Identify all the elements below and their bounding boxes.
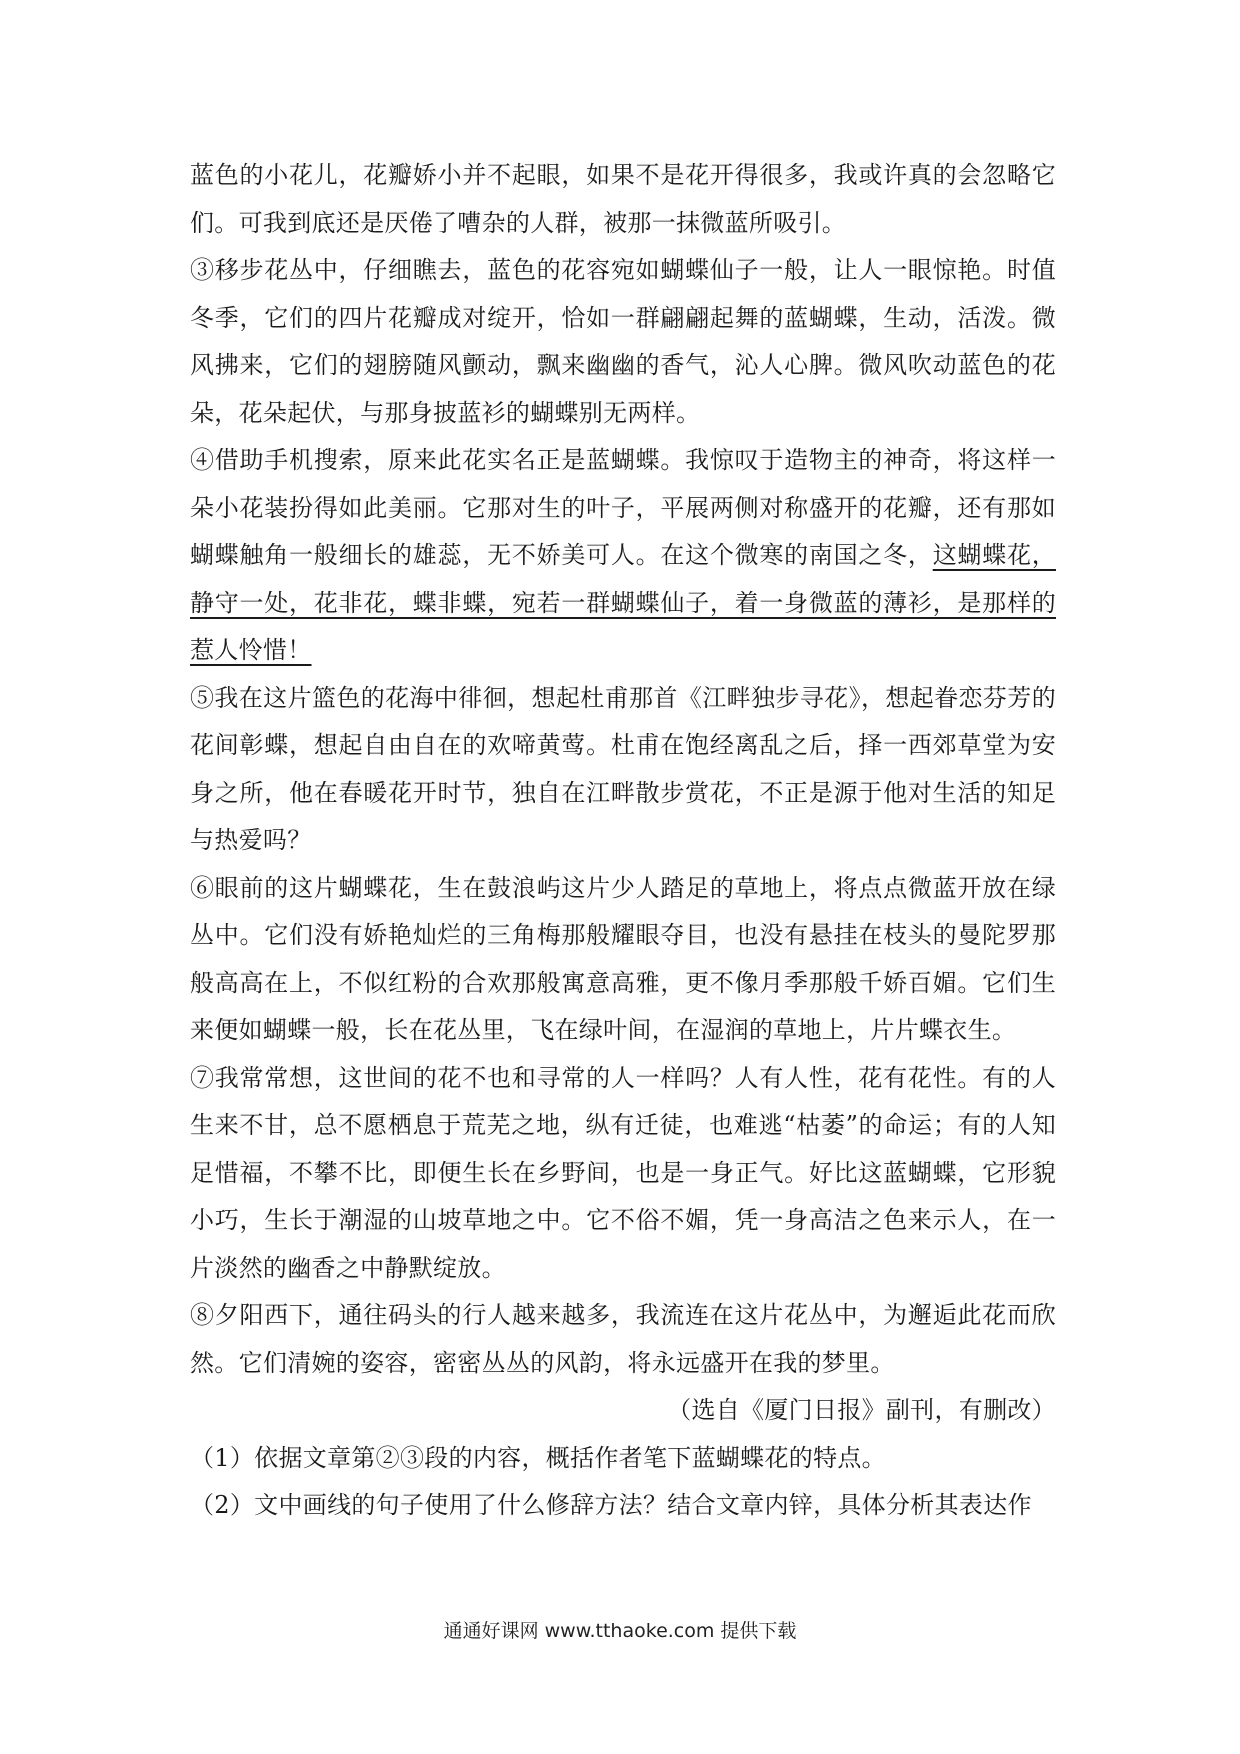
paragraph-7: ⑦我常常想，这世间的花不也和寻常的人一样吗？人有人性，花有花性。有的人生来不甘，总不愿栖息于荒芜之地，纵有迁徒，也难逃“枯萎”的命运；有的人知足惜福，不攀不比，即便生长在乡野间，也是一身正气。好比这蓝蝴蝶，它形貌小巧，生长于潮湿的山坡草地之中。它不俗不媚，凭一身高洁之色来示人，在一片淡然的幽香之中静默绽放。	[190, 1063, 1056, 1282]
paragraph-5: ⑤我在这片篮色的花海中徘徊，想起杜甫那首《江畔独步寻花》，想起眷恋芬芳的花间彰蝶，想起自由自在的欢啼黄莺。杜甫在饱经离乱之后，择一西郊草堂为安身之所，他在春暖花开时节，独自在江畔散步赏花，不正是源于他对生活的知足与热爱吗？	[190, 683, 1056, 854]
question-1: （1）依据文章第②③段的内容，概括作者笔下蓝蝴蝶花的特点。	[190, 1443, 886, 1472]
paragraph-3: ③移步花丛中，仔细瞧去，蓝色的花容宛如蝴蝶仙子一般，让人一眼惊艳。时值冬季，它们的四片花瓣成对绽开，恰如一群翩翩起舞的蓝蝴蝶，生动，活泼。微风拂来，它们的翅膀随风颤动，飘来幽幽的香气，沁人心脾。微风吹动蓝色的花朵，花朵起伏，与那身披蓝衫的蝴蝶别无两样。	[190, 256, 1056, 427]
paragraph-8: ⑧夕阳西下，通往码头的行人越来越多，我流连在这片花丛中，为邂逅此花而欣然。它们清婉的姿容，密密丛丛的风韵，将永远盛开在我的梦里。	[190, 1301, 1056, 1377]
source-citation: （选自《厦门日报》副刊，有删改）	[667, 1396, 1056, 1424]
article-body	[190, 152, 1056, 1530]
paragraph-4	[190, 437, 1056, 675]
page-footer: 通通好课网 www.tthaoke.com 提供下载	[443, 1620, 797, 1642]
question-2: （2）文中画线的句子使用了什么修辞方法？结合文章内锌，具体分析其表达作	[190, 1491, 1032, 1519]
paragraph-2-end: 蓝色的小花儿，花瓣娇小并不起眼，如果不是花开得很多，我或许真的会忽略它们。可我到底还是厌倦了嘈杂的人群，被那一抹微蓝所吸引。	[190, 161, 1056, 237]
underlined-sentence: 这蝴蝶花，静守一处，花非花，蝶非蝶，宛若一群蝴蝶仙子，着一身微蓝的薄衫，是那样的惹人怜惜！	[190, 541, 1057, 664]
paragraph-4-text: ④借助手机搜索，原来此花实名正是蓝蝴蝶。我惊叹于造物主的神奇，将这样一朵小花装扮得如此美丽。它那对生的叶子，平展两侧对称盛开的花瓣，还有那如蝴蝶触角一般细长的雄蕊，无不娇美可人。在这个微寒的南国之冬，	[190, 446, 1056, 569]
paragraph-6: ⑥眼前的这片蝴蝶花，生在鼓浪屿这片少人踏足的草地上，将点点微蓝开放在绿丛中。它们没有娇艳灿烂的三角梅那般耀眼夺目，也没有悬挂在枝头的曼陀罗那般高高在上，不似红粉的合欢那般寓意高雅，更不像月季那般千娇百媚。它们生来便如蝴蝶一般，长在花丛里，飞在绿叶间，在湿润的草地上，片片蝶衣生。	[190, 873, 1056, 1044]
